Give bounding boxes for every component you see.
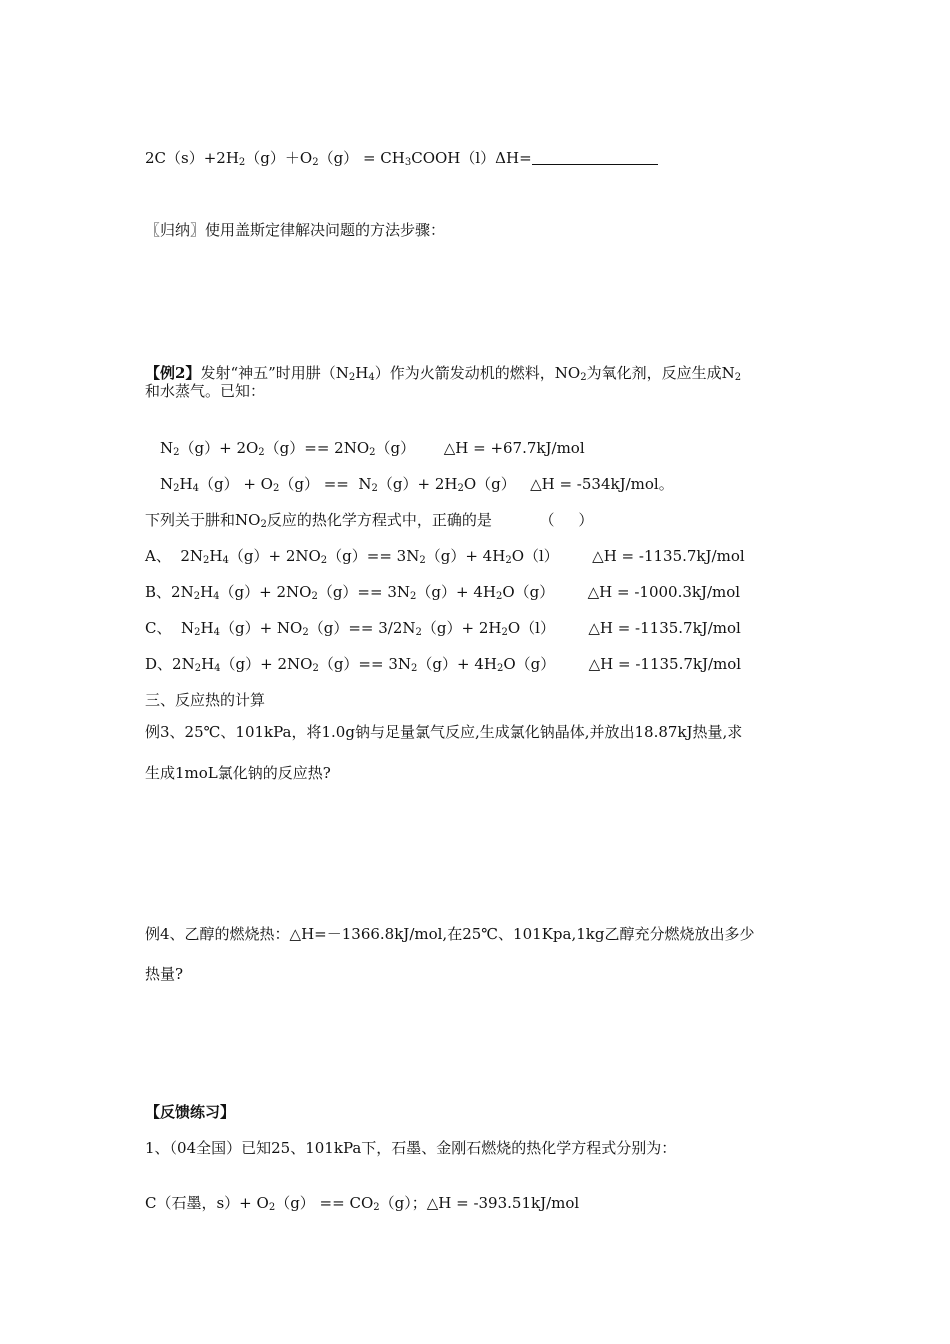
example-2-label: 【例2】 [145, 364, 201, 382]
example-2-line2: 和水蒸气。已知： [145, 382, 266, 400]
option-b[interactable]: B、$2N_2H_4(g)+ 2NO_2(g)== 3N_2(g)+ 4H_2O(g)$ △H = -1000.3kJ/mol [145, 583, 741, 602]
eq-part: （g）＋O [245, 149, 313, 167]
summary-heading: 〖归纳〗使用盖斯定律解决问题的方法步骤： [145, 221, 446, 239]
eq-part: COOH（l）ΔH= [411, 149, 532, 167]
option-a[interactable]: A、 $2N_2H_4(g)+ 2NO_2(g)== 3N_2(g)+ 4H_2O(l)$ △H = -1135.7kJ/mol [145, 547, 745, 566]
eq-part: 2C（s）+2H [145, 149, 239, 167]
example-3-line2: 生成1moL氯化钠的反应热? [145, 764, 331, 782]
example-2-intro: 【例2】发射“神五”时用肼$(N_2H_4)$作为火箭发动机的燃料，$NO_2$为氧化剂，反应生成$N_2$ [145, 364, 742, 383]
eq-part: （g） = CH [318, 149, 405, 167]
graphite-equation: C（石墨，$s)+ O_2(g) == CO_2(g)$；△H = -393.51kJ/mol [145, 1194, 580, 1213]
example-3-line1: 例3、25℃、101kPa，将1.0g钠与足量氯气反应,生成氯化钠晶体,并放出18.87kJ热量,求 [145, 723, 743, 741]
option-d[interactable]: D、$2N_2H_4(g)+ 2NO_2(g)== 3N_2(g)+ 4H_2O(g)$ △H = -1135.7kJ/mol [145, 655, 742, 674]
feedback-heading: 【反馈练习】 [145, 1103, 236, 1121]
example-2-question: 下列关于肼和$NO_2$反应的热化学方程式中，正确的是 （ ） [145, 511, 594, 530]
feedback-question-1: 1、（04全国）已知25、101kPa下，石墨、金刚石燃烧的热化学方程式分别为： [145, 1139, 677, 1157]
section-3-heading: 三、反应热的计算 [145, 691, 266, 709]
answer-blank[interactable] [532, 150, 658, 165]
given-equation-2: $N_2H_4(g) + O_2(g) == N_2(g)+ 2H_2O(g)$ △H = -534kJ/mol。 [160, 475, 674, 494]
example-4-line1: 例4、乙醇的燃烧热：△H=－1366.8kJ/mol,在25℃、101Kpa,1kg乙醇充分燃烧放出多少 [145, 925, 755, 943]
equation-acetic-acid: $2C(s)+2H_2(g)+O_2(g)$ = $CH_3COOH(l)\Delta H=$ [145, 128, 658, 168]
given-equation-1: $N_2(g)+ 2O_2(g)== 2NO_2(g)$ △H = +67.7kJ/mol [160, 439, 585, 458]
example-4-line2: 热量? [145, 965, 184, 983]
option-c[interactable]: C、 $N_2H_4(g)+ NO_2(g)== 3/2N_2(g)+ 2H_2O(l)$ △H = -1135.7kJ/mol [145, 619, 741, 638]
